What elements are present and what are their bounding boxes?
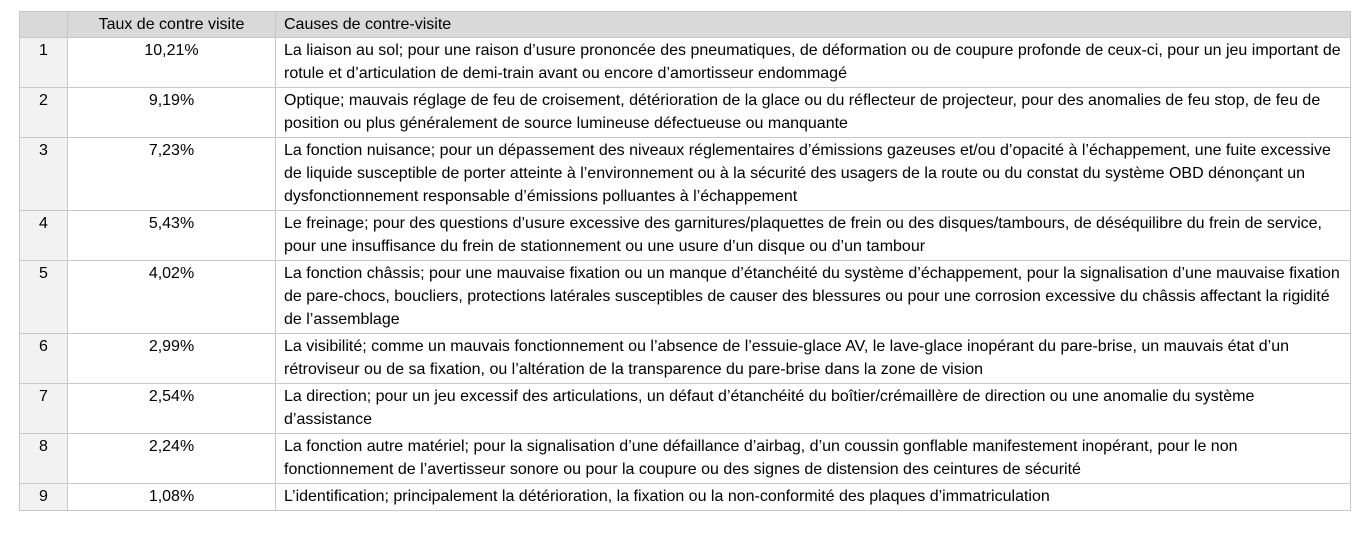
- row-rate: 10,21%: [68, 38, 276, 88]
- table-row: [20, 384, 1351, 434]
- table-row: [20, 38, 1351, 88]
- row-rate: 2,24%: [68, 434, 276, 484]
- row-cause: Le freinage; pour des questions d’usure excessive des garnitures/plaquettes de frein ou des disques/tambours, de déséquilibre du frein de service, pour une insuffisance du frein de stationnement ou une usure d’un disque ou d’un tambour: [276, 211, 1351, 261]
- row-cause: La fonction châssis; pour une mauvaise fixation ou un manque d’étanchéité du système d’échappement, pour la signalisation d’une mauvaise fixation de pare-chocs, boucliers, protections latérales susceptibles de causer des blessures ou pour une corrosion excessive du châssis affectant la rigidité de l’assemblage: [276, 261, 1351, 334]
- row-cause: La visibilité; comme un mauvais fonctionnement ou l’absence de l’essuie-glace AV, le lave-glace inopérant du pare-brise, un mauvais état d’un rétroviseur ou de sa fixation, ou l’altération de la transparence du pare-brise dans la zone de vision: [276, 334, 1351, 384]
- table-row: [20, 261, 1351, 334]
- row-index: 9: [20, 484, 68, 511]
- table-header: [20, 12, 1351, 38]
- row-index: 2: [20, 88, 68, 138]
- row-rate: 7,23%: [68, 138, 276, 211]
- row-rate: 2,54%: [68, 384, 276, 434]
- row-index: 6: [20, 334, 68, 384]
- header-rate: Taux de contre visite: [68, 12, 276, 38]
- header-index: [20, 12, 68, 38]
- row-rate: 1,08%: [68, 484, 276, 511]
- causes-table: [19, 11, 1351, 511]
- row-cause: La fonction nuisance; pour un dépassement des niveaux réglementaires d’émissions gazeuses et/ou d’opacité à l’échappement, une fuite excessive de liquide susceptible de porter atteinte à l’environnement ou à la sécurité des usagers de la route ou du constat du système OBD dénonçant un dysfonctionnement responsable d’émissions polluantes à l’échappement: [276, 138, 1351, 211]
- row-index: 1: [20, 38, 68, 88]
- table-row: [20, 211, 1351, 261]
- table-row: [20, 138, 1351, 211]
- row-index: 7: [20, 384, 68, 434]
- row-rate: 5,43%: [68, 211, 276, 261]
- row-index: 5: [20, 261, 68, 334]
- causes-table-container: [19, 11, 1350, 511]
- row-index: 8: [20, 434, 68, 484]
- row-cause: La direction; pour un jeu excessif des articulations, un défaut d’étanchéité du boîtier/crémaillère de direction ou une anomalie du système d’assistance: [276, 384, 1351, 434]
- row-cause: Optique; mauvais réglage de feu de croisement, détérioration de la glace ou du réflecteur de projecteur, pour des anomalies de feu stop, de feu de position ou plus généralement de source lumineuse défectueuse ou manquante: [276, 88, 1351, 138]
- table-body: [20, 38, 1351, 511]
- table-row: [20, 434, 1351, 484]
- row-cause: La fonction autre matériel; pour la signalisation d’une défaillance d’airbag, d’un coussin gonflable manifestement inopérant, pour le non fonctionnement de l’avertisseur sonore ou pour la coupure ou des signes de distension des ceintures de sécurité: [276, 434, 1351, 484]
- row-index: 4: [20, 211, 68, 261]
- row-rate: 4,02%: [68, 261, 276, 334]
- row-cause: L’identification; principalement la détérioration, la fixation ou la non-conformité des plaques d’immatriculation: [276, 484, 1351, 511]
- row-rate: 2,99%: [68, 334, 276, 384]
- table-row: [20, 484, 1351, 511]
- table-row: [20, 88, 1351, 138]
- header-row: [20, 12, 1351, 38]
- row-cause: La liaison au sol; pour une raison d’usure prononcée des pneumatiques, de déformation ou de coupure profonde de ceux-ci, pour un jeu important de rotule et d’articulation de demi-train avant ou encore d’amortisseur endommagé: [276, 38, 1351, 88]
- row-index: 3: [20, 138, 68, 211]
- table-row: [20, 334, 1351, 384]
- header-cause: Causes de contre-visite: [276, 12, 1351, 38]
- row-rate: 9,19%: [68, 88, 276, 138]
